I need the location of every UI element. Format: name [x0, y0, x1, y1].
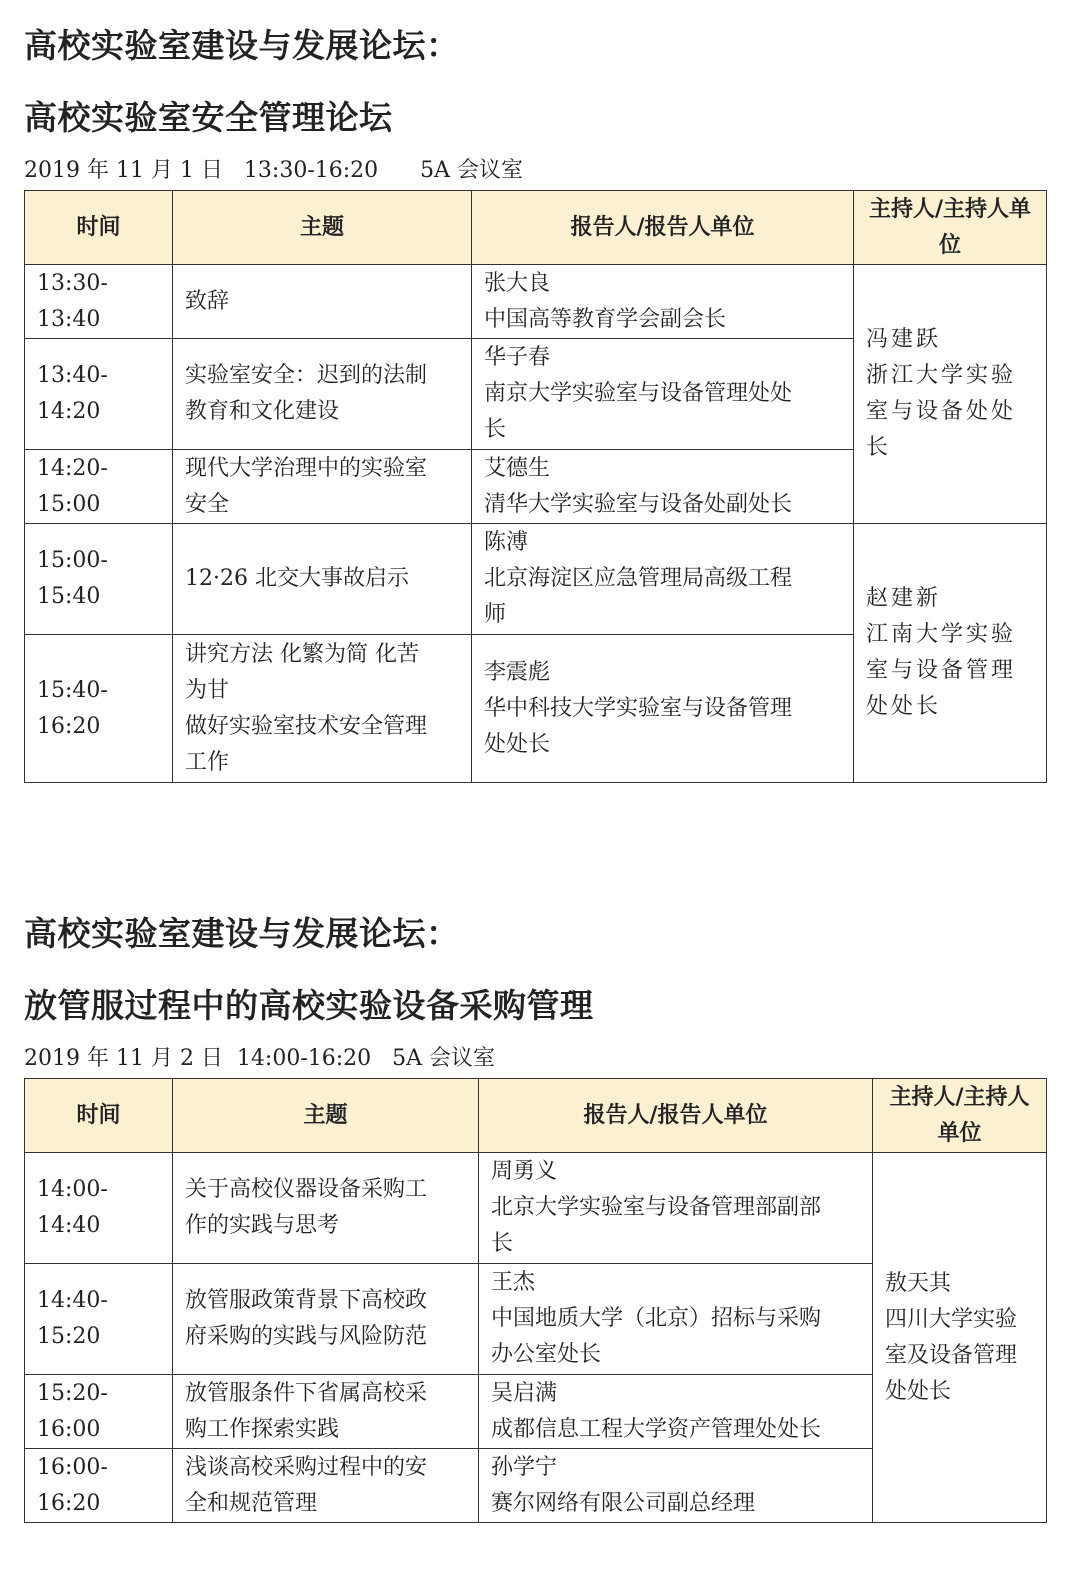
time-cell: 14:00- 14:40 — [25, 1153, 173, 1264]
header-topic: 主题 — [173, 1079, 479, 1153]
forum-section-2 — [24, 914, 1046, 1523]
header-topic: 主题 — [173, 191, 472, 265]
time-cell: 13:30- 13:40 — [25, 265, 173, 339]
time-cell: 14:40- 15:20 — [25, 1264, 173, 1375]
header-speaker: 报告人/报告人单位 — [479, 1079, 873, 1153]
speaker-cell: 孙学宁 赛尔网络有限公司副总经理 — [479, 1449, 873, 1523]
time-cell: 13:40- 14:20 — [25, 339, 173, 450]
topic-cell: 讲究方法 化繁为简 化苦 为甘 做好实验室技术安全管理 工作 — [173, 635, 472, 783]
table-header-row — [25, 191, 1047, 265]
header-speaker: 报告人/报告人单位 — [472, 191, 854, 265]
host-cell: 敖天其 四川大学实验 室及设备管理 处处长 — [873, 1153, 1047, 1523]
forum-title-line2: 高校实验室安全管理论坛 — [24, 98, 393, 137]
speaker-cell: 华子春 南京大学实验室与设备管理处处 长 — [472, 339, 854, 450]
header-host: 主持人/主持人单位 — [873, 1079, 1047, 1153]
table-row — [25, 265, 1047, 339]
session-meta: 2019 年 11 月 1 日 13:30-16:20 5A 会议室 — [24, 158, 523, 183]
topic-cell: 放管服政策背景下高校政 府采购的实践与风险防范 — [173, 1264, 479, 1375]
time-cell: 15:40- 16:20 — [25, 635, 173, 783]
topic-cell: 致辞 — [173, 265, 472, 339]
speaker-cell: 吴启满 成都信息工程大学资产管理处处长 — [479, 1375, 873, 1449]
table-header-row — [25, 1079, 1047, 1153]
host-cell: 冯建跃 浙江大学实验 室与设备处处 长 — [854, 265, 1047, 524]
speaker-cell: 陈溥 北京海淀区应急管理局高级工程 师 — [472, 524, 854, 635]
forum-title-line1: 高校实验室建设与发展论坛： — [24, 26, 460, 65]
topic-cell: 放管服条件下省属高校采 购工作探索实践 — [173, 1375, 479, 1449]
header-host: 主持人/主持人单位 — [854, 191, 1047, 265]
topic-cell: 现代大学治理中的实验室 安全 — [173, 450, 472, 524]
header-time: 时间 — [25, 191, 173, 265]
topic-cell: 浅谈高校采购过程中的安 全和规范管理 — [173, 1449, 479, 1523]
time-cell: 15:00- 15:40 — [25, 524, 173, 635]
host-cell: 赵建新 江南大学实验 室与设备管理 处处长 — [854, 524, 1047, 783]
time-cell: 14:20- 15:00 — [25, 450, 173, 524]
topic-cell: 实验室安全：迟到的法制 教育和文化建设 — [173, 339, 472, 450]
header-time: 时间 — [25, 1079, 173, 1153]
forum-title-line1: 高校实验室建设与发展论坛： — [24, 914, 460, 953]
topic-cell: 关于高校仪器设备采购工 作的实践与思考 — [173, 1153, 479, 1264]
schedule-table — [24, 190, 1047, 783]
schedule-table — [24, 1078, 1047, 1523]
speaker-cell: 艾德生 清华大学实验室与设备处副处长 — [472, 450, 854, 524]
table-row — [25, 1153, 1047, 1264]
time-cell: 16:00- 16:20 — [25, 1449, 173, 1523]
table-row — [25, 524, 1047, 635]
time-cell: 15:20- 16:00 — [25, 1375, 173, 1449]
forum-title-line2: 放管服过程中的高校实验设备采购管理 — [24, 986, 594, 1025]
session-meta: 2019 年 11 月 2 日 14:00-16:20 5A 会议室 — [24, 1046, 496, 1071]
speaker-cell: 王杰 中国地质大学（北京）招标与采购 办公室处长 — [479, 1264, 873, 1375]
speaker-cell: 周勇义 北京大学实验室与设备管理部副部 长 — [479, 1153, 873, 1264]
speaker-cell: 李震彪 华中科技大学实验室与设备管理 处处长 — [472, 635, 854, 783]
topic-cell: 12·26 北交大事故启示 — [173, 524, 472, 635]
speaker-cell: 张大良 中国高等教育学会副会长 — [472, 265, 854, 339]
forum-section-1 — [24, 26, 1046, 783]
